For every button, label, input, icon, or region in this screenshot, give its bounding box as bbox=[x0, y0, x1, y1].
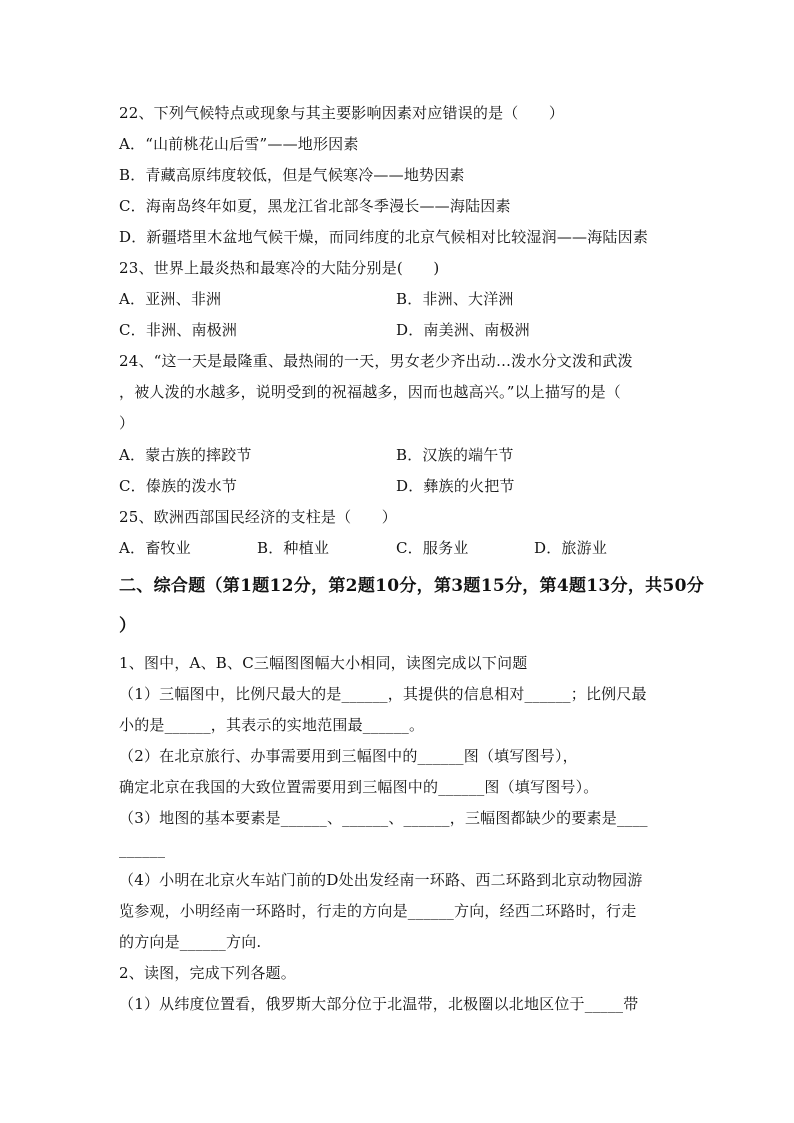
question-23-option-d: D．南美洲、南极洲 bbox=[396, 321, 530, 339]
question-22-option-a: A．“山前桃花山后雪”——地形因素 bbox=[119, 135, 359, 153]
comprehensive-1-part-4-line-2: 览参观，小明经南一环路时，行走的方向是______方向，经西二环路时，行走 bbox=[119, 902, 637, 920]
question-25-stem: 25、欧洲西部国民经济的支柱是（ ） bbox=[119, 508, 397, 526]
comprehensive-1-part-3-line-2: ______ bbox=[119, 840, 166, 858]
comprehensive-1-part-1-line-1: （1）三幅图中，比例尺最大的是______，其提供的信息相对______；比例尺最 bbox=[119, 685, 647, 703]
section-2-title-line-1: 二、综合题（第1题12分，第2题10分，第3题15分，第4题13分，共50分 bbox=[119, 576, 704, 596]
comprehensive-1-part-4-line-1: （4）小明在北京火车站门前的D处出发经南一环路、西二环路到北京动物园游 bbox=[119, 871, 643, 889]
question-23-option-a: A．亚洲、非洲 bbox=[119, 290, 222, 308]
question-23-options-row-1 bbox=[119, 289, 514, 309]
question-24-option-c: C．傣族的泼水节 bbox=[119, 477, 238, 495]
question-22-option-b: B．青藏高原纬度较低，但是气候寒冷——地势因素 bbox=[119, 166, 465, 184]
question-25-option-a: A．畜牧业 bbox=[119, 539, 191, 557]
question-24-options-row-1 bbox=[119, 445, 514, 465]
question-24-stem-line-1: 24、“这一天是最隆重、最热闹的一天，男女老少齐出动…泼水分文泼和武泼 bbox=[119, 352, 633, 370]
question-22-option-d: D．新疆塔里木盆地气候干燥，而同纬度的北京气候相对比较湿润——海陆因素 bbox=[119, 228, 649, 246]
comprehensive-1-part-3-line-1: （3）地图的基本要素是______、______、______，三幅图都缺少的要素是____ bbox=[119, 809, 648, 827]
question-23-option-b: B．非洲、大洋洲 bbox=[396, 290, 514, 308]
comprehensive-1-part-4-line-3: 的方向是______方向. bbox=[119, 933, 262, 951]
question-23-option-c: C．非洲、南极洲 bbox=[119, 321, 238, 339]
question-22-option-c: C．海南岛终年如夏，黑龙江省北部冬季漫长——海陆因素 bbox=[119, 197, 511, 215]
question-25-option-b: B．种植业 bbox=[257, 539, 330, 557]
comprehensive-1-part-2-line-1: （2）在北京旅行、办事需要用到三幅图中的______图（填写图号）， bbox=[119, 747, 578, 765]
question-24-option-b: B．汉族的端午节 bbox=[396, 446, 514, 464]
question-24-stem-line-2: ，被人泼的水越多，说明受到的祝福越多，因而也越高兴。”以上描写的是（ bbox=[119, 383, 621, 401]
comprehensive-2-part-1-line-1: （1）从纬度位置看，俄罗斯大部分位于北温带，北极圈以北地区位于_____带 bbox=[119, 995, 639, 1013]
question-24-options-row-2 bbox=[119, 476, 515, 496]
question-25-options-row bbox=[119, 538, 608, 558]
comprehensive-1-part-2-line-2: 确定北京在我国的大致位置需要用到三幅图中的______图（填写图号）。 bbox=[119, 778, 599, 796]
comprehensive-1-stem: 1、图中，A、B、C三幅图图幅大小相同，读图完成以下问题 bbox=[119, 654, 528, 672]
question-25-option-c: C．服务业 bbox=[396, 539, 469, 557]
comprehensive-2-stem: 2、读图，完成下列各题。 bbox=[119, 964, 296, 982]
question-24-stem-line-3: ） bbox=[119, 414, 135, 432]
question-22-stem: 22、下列气候特点或现象与其主要影响因素对应错误的是（ ） bbox=[119, 104, 565, 122]
question-23-options-row-2 bbox=[119, 320, 530, 340]
question-24-option-a: A．蒙古族的摔跤节 bbox=[119, 446, 252, 464]
comprehensive-1-part-1-line-2: 小的是______，其表示的实地范围最______。 bbox=[119, 716, 425, 734]
question-23-stem: 23、世界上最炎热和最寒冷的大陆分别是( ) bbox=[119, 259, 440, 277]
question-24-option-d: D．彝族的火把节 bbox=[396, 477, 515, 495]
section-2-title-line-2: ） bbox=[119, 616, 137, 636]
question-25-option-d: D．旅游业 bbox=[534, 539, 608, 557]
